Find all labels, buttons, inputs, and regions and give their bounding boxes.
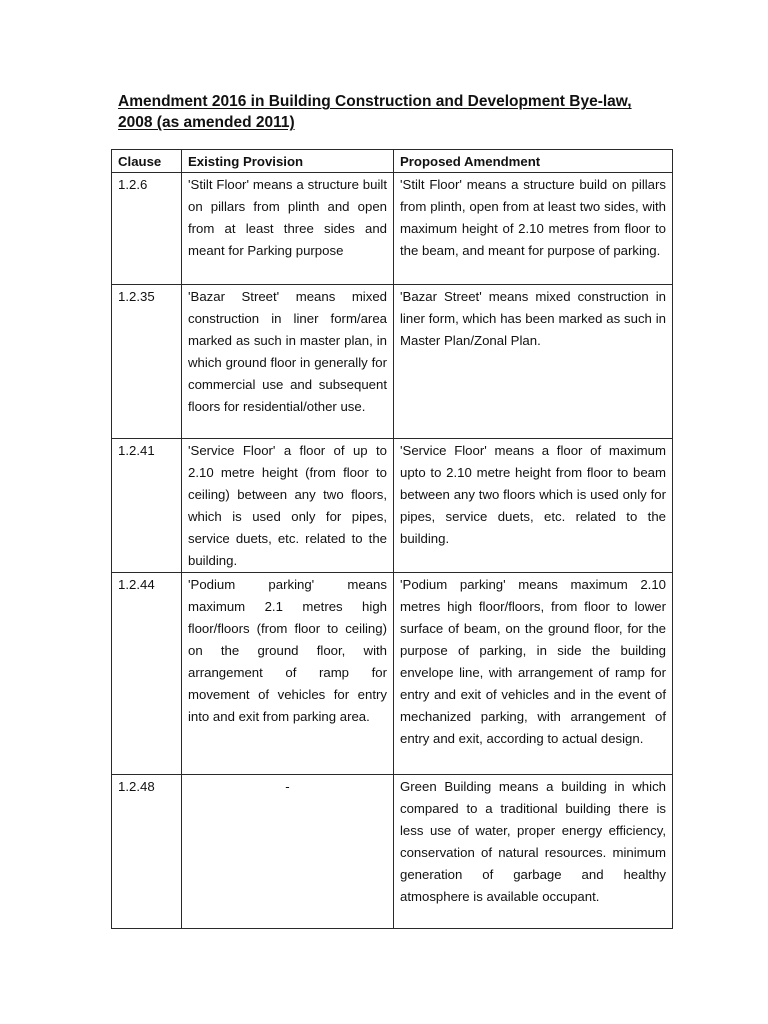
table-row <box>112 173 673 285</box>
existing-provision-cell: - <box>182 775 394 929</box>
proposed-amendment-cell: Green Building means a building in which compared to a traditional building there is less use of water, proper energy efficiency, conservation of natural resources. minimum generation of garbage and healthy atmosphere is available occupant. <box>394 775 673 929</box>
clause-cell: 1.2.41 <box>112 439 182 573</box>
proposed-amendment-cell: 'Stilt Floor' means a structure build on pillars from plinth, open from at least two sides, with maximum height of 2.10 metres from floor to the beam, and meant for purpose of parking. <box>394 173 673 285</box>
proposed-amendment-cell: 'Service Floor' means a floor of maximum upto to 2.10 metre height from floor to beam between any two floors which is used only for pipes, service duets, etc. related to the building. <box>394 439 673 573</box>
table-row <box>112 573 673 775</box>
header-existing-provision: Existing Provision <box>182 150 394 173</box>
clause-cell: 1.2.6 <box>112 173 182 285</box>
document-title: Amendment 2016 in Building Construction and Development Bye-law, 2008 (as amended 2011) <box>118 93 632 131</box>
amendment-table <box>111 149 673 929</box>
table-header-row <box>112 150 673 173</box>
header-clause: Clause <box>112 150 182 173</box>
header-proposed-amendment: Proposed Amendment <box>394 150 673 173</box>
clause-cell: 1.2.35 <box>112 285 182 439</box>
existing-provision-cell: 'Bazar Street' means mixed construction in liner form/area marked as such in master plan, in which ground floor in generally for commercial use and subsequent floors for residential/other use. <box>182 285 394 439</box>
table-row <box>112 775 673 929</box>
clause-cell: 1.2.48 <box>112 775 182 929</box>
proposed-amendment-cell: 'Bazar Street' means mixed construction in liner form, which has been marked as such in Master Plan/Zonal Plan. <box>394 285 673 439</box>
table-row <box>112 439 673 573</box>
existing-provision-cell: 'Podium parking' means maximum 2.1 metres high floor/floors (from floor to ceiling) on the ground floor, with arrangement of ramp for movement of vehicles for entry into and exit from parking area. <box>182 573 394 775</box>
existing-provision-cell: 'Stilt Floor' means a structure built on pillars from plinth and open from at least three sides and meant for Parking purpose <box>182 173 394 285</box>
table-row <box>112 285 673 439</box>
existing-provision-cell: 'Service Floor' a floor of up to 2.10 metre height (from floor to ceiling) between any two floors, which is used only for pipes, service duets, etc. related to the building. <box>182 439 394 573</box>
clause-cell: 1.2.44 <box>112 573 182 775</box>
proposed-amendment-cell: 'Podium parking' means maximum 2.10 metres high floor/floors, from floor to lower surface of beam, on the ground floor, for the purpose of parking, in side the building envelope line, with arrangement of ramp for entry and exit of vehicles and in the event of mechanized parking, with arrangement of entry and exit, according to actual design. <box>394 573 673 775</box>
